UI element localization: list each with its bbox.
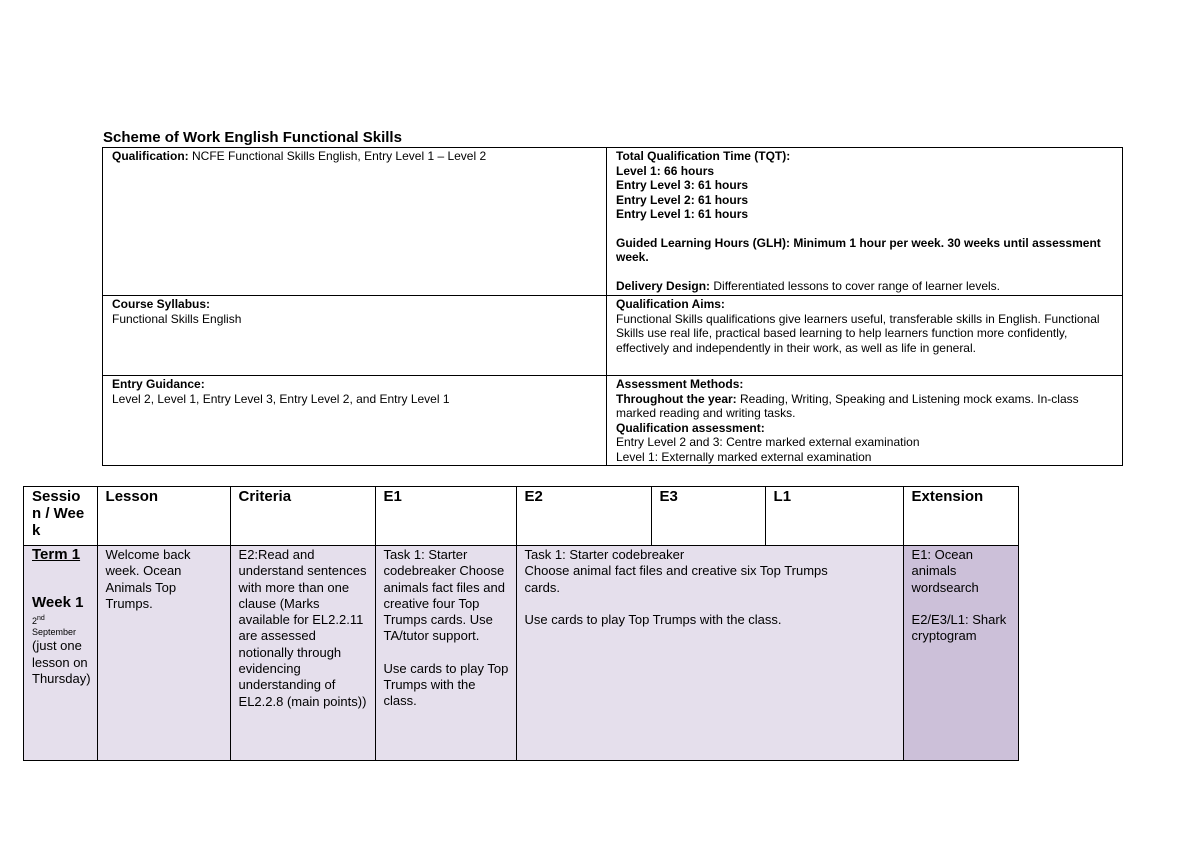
page-title: Scheme of Work English Functional Skills <box>103 129 402 146</box>
delivery-label: Delivery Design: <box>616 278 711 293</box>
e2-play: Use cards to play Top Trumps with the class. <box>524 611 782 627</box>
criteria-cell: E2:Read and understand sentences with more than one clause (Marks available for EL2.2.11 are assessed notionally through evidencing understanding of EL2.2.8 (main points)) <box>230 546 375 761</box>
week-note: (just one lesson on Thursday) <box>32 638 91 686</box>
header-lesson: Lesson <box>97 487 230 546</box>
header-l1: L1 <box>765 487 903 546</box>
tqt-line: Entry Level 1: 61 hours <box>616 207 749 221</box>
e2-choose: Choose animal fact files and creative six Top Trumps cards. <box>524 563 828 595</box>
extension-1: E1: Ocean animals wordsearch <box>911 547 979 595</box>
entry-label: Entry Guidance: <box>112 377 205 391</box>
tqt-line: Entry Level 2: 61 hours <box>616 192 749 207</box>
throughout-text <box>616 392 1114 421</box>
e1-play: Use cards to play Top Trumps with the class. <box>383 660 509 709</box>
header-e2: E2 <box>516 487 651 546</box>
e2-task: Task 1: Starter codebreaker <box>524 547 685 562</box>
assessment-cell <box>607 376 1123 466</box>
extension-cell <box>903 546 1018 761</box>
tqt-cell <box>607 148 1123 296</box>
header-e3: E3 <box>651 487 765 546</box>
syllabus-value: Functional Skills English <box>112 311 242 326</box>
week-date: 2nd September <box>32 615 77 638</box>
qualification-label: Qualification: <box>112 149 189 163</box>
header-criteria: Criteria <box>230 487 375 546</box>
header-session-week: Session / Week <box>24 487 98 546</box>
table-header-row <box>24 487 1019 546</box>
syllabus-cell <box>103 296 607 376</box>
course-info-table <box>102 147 1123 466</box>
tqt-label: Total Qualification Time (TQT): <box>616 149 791 163</box>
entry-value: Level 2, Level 1, Entry Level 3, Entry Level 2, and Entry Level 1 <box>112 391 450 406</box>
lesson-cell: Welcome back week. Ocean Animals Top Trumps. <box>97 546 230 761</box>
assessment-label: Assessment Methods: <box>616 377 744 391</box>
tqt-line: Level 1: 66 hours <box>616 163 715 178</box>
throughout-value: Reading, Writing, Speaking and Listening mock exams. In-class marked reading and writing tasks. <box>616 391 1079 420</box>
qual-assessment-line: Entry Level 2 and 3: Centre marked external examination <box>616 435 920 449</box>
session-week-cell <box>24 546 98 761</box>
scheme-of-work-table <box>23 486 1019 761</box>
extension-2: E2/E3/L1: Shark cryptogram <box>911 611 1007 644</box>
entry-guidance-cell <box>103 376 607 466</box>
glh-text: Guided Learning Hours (GLH): Minimum 1 hour per week. 30 weeks until assessment week. <box>616 235 1101 264</box>
delivery-value: Differentiated lessons to cover range of learner levels. <box>713 278 1000 293</box>
delivery-design <box>616 279 1114 294</box>
qualification-cell <box>103 148 607 296</box>
qualification-value: NCFE Functional Skills English, Entry Level 1 – Level 2 <box>192 149 487 163</box>
aims-cell <box>607 296 1123 376</box>
header-e1: E1 <box>375 487 516 546</box>
week-label: Week 1 <box>32 594 84 612</box>
term-label: Term 1 <box>32 546 81 563</box>
qual-assessment-line: Level 1: Externally marked external examination <box>616 449 872 464</box>
e2-e3-l1-cell <box>516 546 903 761</box>
tqt-line: Entry Level 3: 61 hours <box>616 178 749 192</box>
e1-task: Task 1: Starter codebreaker Choose animals fact files and creative four Top Trumps cards. Use TA/tutor support. <box>383 547 505 644</box>
aims-value: Functional Skills qualifications give learners useful, transferable skills in English. Functional Skills use real life, practical based learning to help learners function more confidently, effectively and independently in their work, as well as life in general. <box>616 311 1100 355</box>
throughout-label: Throughout the year: <box>616 391 737 406</box>
syllabus-label: Course Syllabus: <box>112 297 211 311</box>
header-extension: Extension <box>903 487 1018 546</box>
e1-cell <box>375 546 516 761</box>
table-row <box>24 546 1019 761</box>
aims-label: Qualification Aims: <box>616 297 725 311</box>
qual-assessment-label: Qualification assessment: <box>616 420 765 435</box>
